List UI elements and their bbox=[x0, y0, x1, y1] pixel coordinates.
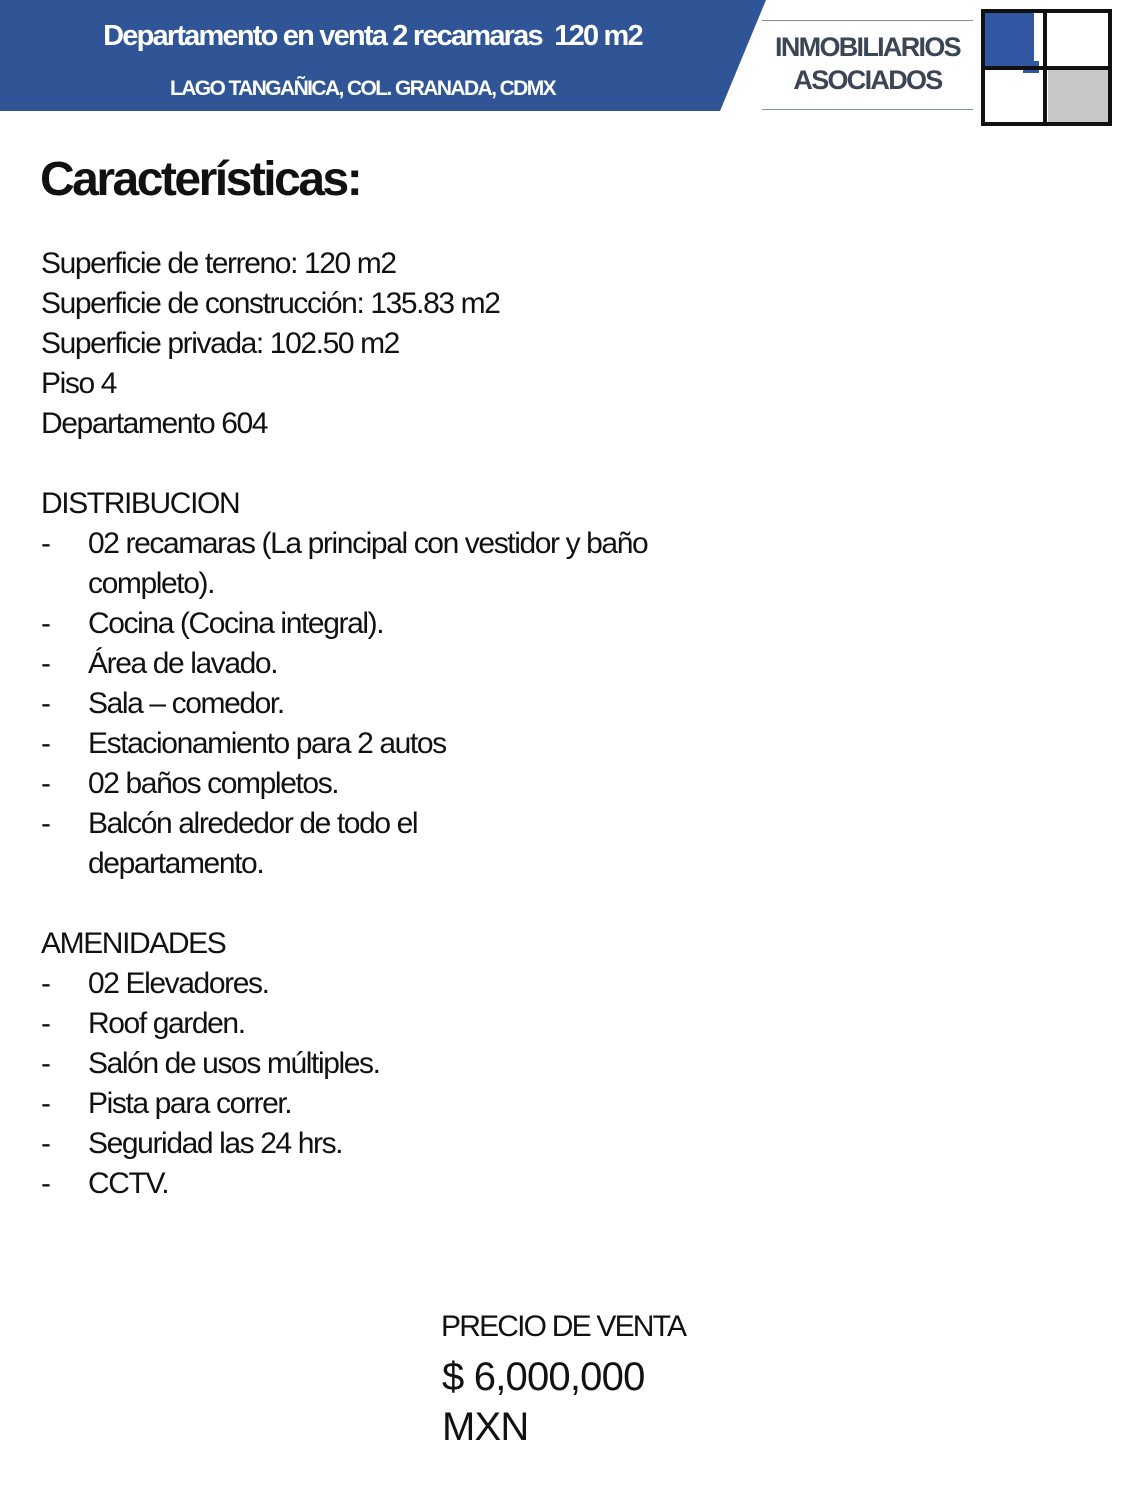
amenidades-list bbox=[41, 964, 721, 1204]
list-item-text: 02 baños completos. bbox=[88, 767, 339, 800]
list-item bbox=[41, 1124, 721, 1164]
bullet-marker: - bbox=[41, 1167, 50, 1200]
listing-address: LAGO TANGAÑICA, COL. GRANADA, CDMX bbox=[169, 77, 556, 100]
brand-divider-top bbox=[762, 20, 973, 21]
price-label: PRECIO DE VENTA bbox=[441, 1310, 686, 1343]
listing-title: Departamento en venta 2 recamaras 120 m2 bbox=[103, 20, 642, 52]
amenidades-title: AMENIDADES bbox=[41, 927, 226, 960]
section-heading: Características: bbox=[40, 153, 361, 206]
distribucion-title: DISTRIBUCION bbox=[41, 487, 240, 520]
bullet-marker: - bbox=[41, 607, 50, 640]
property-details bbox=[41, 244, 721, 1204]
bullet-marker: - bbox=[41, 1007, 50, 1040]
list-item-text: 02 Elevadores. bbox=[88, 967, 269, 1000]
spec-line: Superficie de construcción: 135.83 m2 bbox=[41, 287, 500, 320]
spec-line: Superficie privada: 102.50 m2 bbox=[41, 327, 399, 360]
bullet-marker: - bbox=[41, 807, 50, 840]
list-item-text: CCTV. bbox=[88, 1167, 169, 1200]
list-item bbox=[41, 964, 721, 1004]
list-item-text: Área de lavado. bbox=[88, 647, 278, 680]
list-item bbox=[41, 724, 721, 764]
list-item bbox=[41, 684, 721, 724]
logo-frame bbox=[981, 9, 1112, 126]
brand-name-line2: ASOCIADOS bbox=[793, 65, 942, 95]
list-item bbox=[41, 1084, 721, 1124]
price-value: $ 6,000,000 MXN bbox=[442, 1355, 645, 1449]
list-item-text: Seguridad las 24 hrs. bbox=[88, 1127, 343, 1160]
list-item bbox=[41, 1004, 721, 1044]
brand-name bbox=[762, 31, 973, 97]
four-square-grid-logo-icon bbox=[981, 9, 1112, 126]
list-item bbox=[41, 644, 721, 684]
list-item bbox=[41, 1164, 721, 1204]
list-item bbox=[41, 1044, 721, 1084]
list-item-text: Salón de usos múltiples. bbox=[88, 1047, 380, 1080]
list-item bbox=[41, 604, 721, 644]
list-item-text: Pista para correr. bbox=[88, 1087, 292, 1120]
spec-list bbox=[41, 244, 721, 444]
bullet-marker: - bbox=[41, 527, 50, 560]
bullet-marker: - bbox=[41, 687, 50, 720]
bullet-marker: - bbox=[41, 727, 50, 760]
list-item-text: 02 recamaras (La principal con vestidor y baño completo). bbox=[88, 527, 648, 600]
bullet-marker: - bbox=[41, 767, 50, 800]
list-item-text: Cocina (Cocina integral). bbox=[88, 607, 384, 640]
list-item-text: Estacionamiento para 2 autos bbox=[88, 727, 446, 760]
list-item bbox=[41, 764, 721, 804]
spec-line: Piso 4 bbox=[41, 367, 116, 400]
brand-name-line1: INMOBILIARIOS bbox=[775, 32, 960, 62]
spec-line: Departamento 604 bbox=[41, 407, 268, 440]
brand-divider-bottom bbox=[762, 109, 973, 110]
bullet-marker: - bbox=[41, 967, 50, 1000]
bullet-marker: - bbox=[41, 1127, 50, 1160]
bullet-marker: - bbox=[41, 647, 50, 680]
bullet-marker: - bbox=[41, 1047, 50, 1080]
spec-line: Superficie de terreno: 120 m2 bbox=[41, 247, 396, 280]
list-item bbox=[41, 804, 721, 884]
list-item-text: Balcón alrededor de todo el departamento. bbox=[88, 807, 418, 880]
list-item-text: Roof garden. bbox=[88, 1007, 245, 1040]
distribucion-list bbox=[41, 524, 721, 884]
spacer bbox=[41, 884, 721, 924]
spacer bbox=[41, 444, 721, 484]
bullet-marker: - bbox=[41, 1087, 50, 1120]
list-item-text: Sala – comedor. bbox=[88, 687, 284, 720]
list-item bbox=[41, 524, 721, 604]
